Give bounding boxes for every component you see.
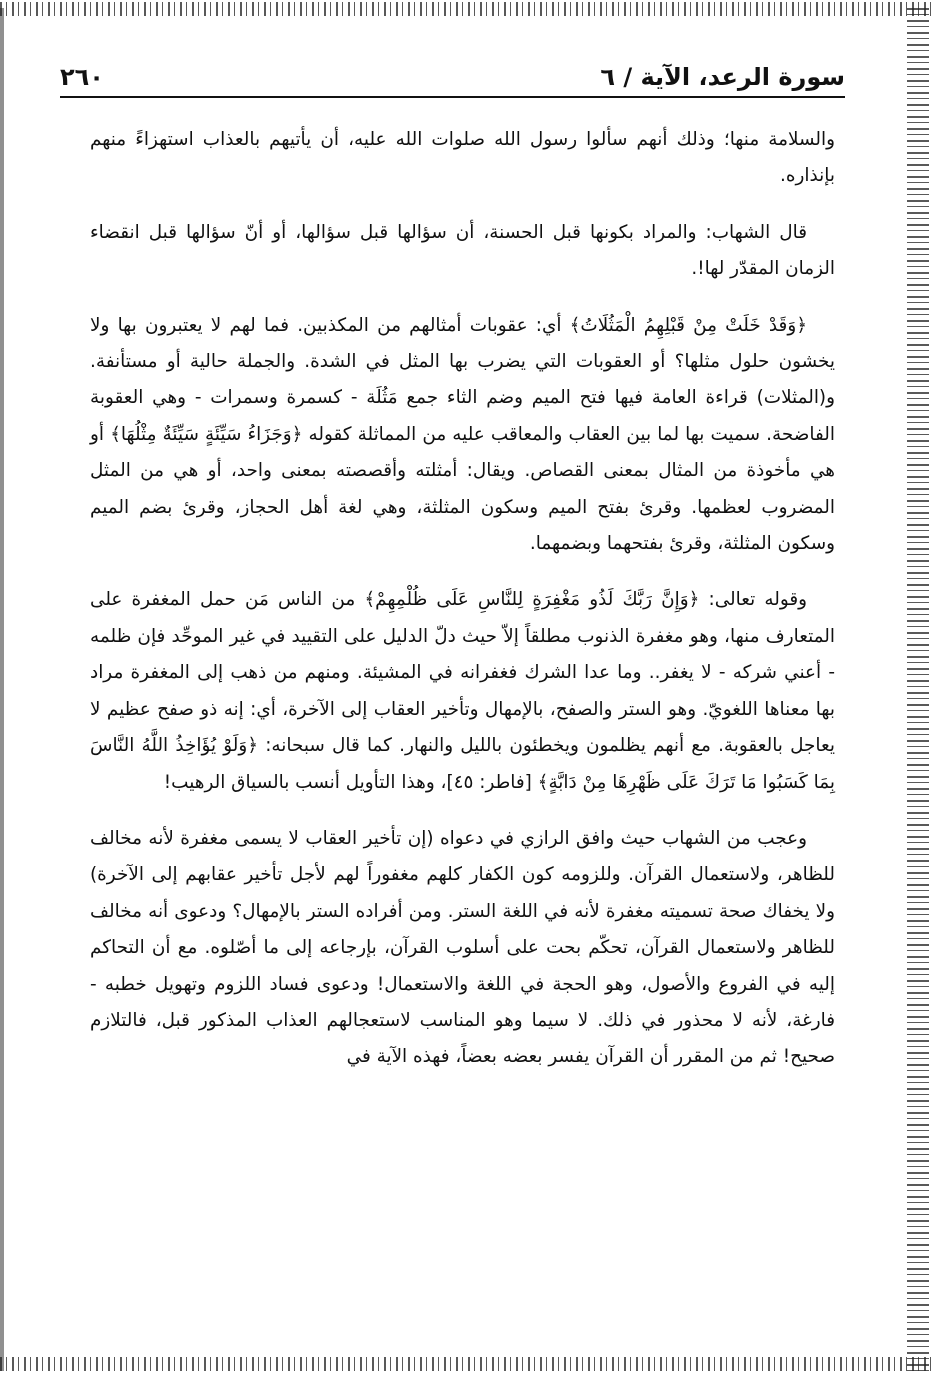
paragraph-4: وقوله تعالى: ﴿وَإِنَّ رَبَّكَ لَذُو مَغْفِرَةٍ لِلنَّاسِ عَلَى ظُلْمِهِمْ﴾ من الناس مَن حمل المغفرة على المتعارف منها، وهو مغفرة الذنوب مطلقاً إلاّ حيث دلّ الدليل على التقييد في غير الموحِّد فإن ظلمه - أعني شركه - لا يغفر.. وما عدا الشرك فغفرانه في المشيئة. ومنهم من ذهب إلى المغفرة مراد بها معناها اللغويّ. وهو الستر والصفح، بالإمهال وتأخير العقاب إلى الآخرة، أي: إنه ذو صفح عظيم لا يعاجل بالعقوبة. مع أنهم يظلمون ويخطئون بالليل والنهار. كما قال سبحانه: ﴿وَلَوْ يُؤَاخِذُ اللَّهُ النَّاسَ بِمَا كَسَبُوا مَا تَرَكَ عَلَى ظَهْرِهَا مِنْ دَابَّةٍ﴾ [فاطر: ٤٥]، وهذا التأويل أنسب بالسياق الرهيب! — [90, 589, 835, 793]
page-border-right — [907, 8, 929, 1371]
paragraph-3: ﴿وَقَدْ خَلَتْ مِنْ قَبْلِهِمُ الْمَثُلَاتُ﴾ أي: عقوبات أمثالهم من المكذبين. فما لهم لا يعتبرون بها ولا يخشون حلول مثلها؟ أو العقوبات التي يضرب بها المثل في الشدة. والجملة حالية أو مستأنفة. و(المثلات) قراءة العامة فيها فتح الميم وضم الثاء جمع مَثُلَة - كسمرة وسمرات - وهي العقوبة الفاضحة. سميت بها لما بين العقاب والمعاقب عليه من المماثلة كقوله ﴿وَجَزَاءُ سَيِّئَةٍ سَيِّئَةٌ مِثْلُهَا﴾ أو هي مأخوذة من المثال بمعنى القصاص. ويقال: أمثلته وأقصصته بمعنى واحد، أو هي من المثل المضروب لعظمها. وقرئ بفتح الميم وسكون المثلثة، وهي لغة أهل الحجاز، وقرئ بضم الميم وسكون المثلثة، وقرئ بفتحهما وبضمهما. — [90, 314, 835, 555]
paragraph-5: وعجب من الشهاب حيث وافق الرازي في دعواه (إن تأخير العقاب لا يسمى مغفرة لأنه مخالف للظاهر، ولاستعمال القرآن. وللزومه كون الكفار كلهم مغفوراً لهم لأجل تأخير عقابهم إلى الآخرة) ولا يخفاك صحة تسميته مغفرة لأنه في اللغة الستر. ومن أفراده الستر بالإمهال؟ ودعوى أنه مخالف للظاهر ولاستعمال القرآن، تحكّم بحت على أسلوب القرآن، بإرجاعه إلى ما أصّلوه. مع أن التحاكم إليه في الفروع والأصول، وهو الحجة في اللغة والاستعمال! ودعوى فساد اللزوم وتهويل خطبه - فارغة، لأنه لا محذور في ذلك. لا سيما وهو المناسب لاستعجالهم العذاب المذكور قبل، فالتلازم صحيح! ثم من المقرر أن القرآن يفسر بعضه بعضاً، فهذه الآية في — [90, 827, 835, 1068]
page-body — [90, 122, 835, 1076]
page-border-bottom — [0, 1357, 935, 1371]
running-title: سورة الرعد، الآية / ٦ — [600, 63, 845, 91]
paragraph-2: قال الشهاب: والمراد بكونها قبل الحسنة، أن سؤالها قبل سؤالها، أو أنّ سؤالها قبل انقضاء الزمان المقدّر لها!. — [90, 221, 835, 280]
page-number: ٢٦٠ — [60, 63, 104, 91]
page-border-top — [0, 2, 935, 16]
page-border-left — [0, 8, 4, 1371]
paragraph-1: والسلامة منها؛ وذلك أنهم سألوا رسول الله صلوات الله عليه، أن يأتيهم بالعذاب استهزاءً منهم بإنذاره. — [90, 129, 835, 187]
page-header — [60, 58, 845, 98]
